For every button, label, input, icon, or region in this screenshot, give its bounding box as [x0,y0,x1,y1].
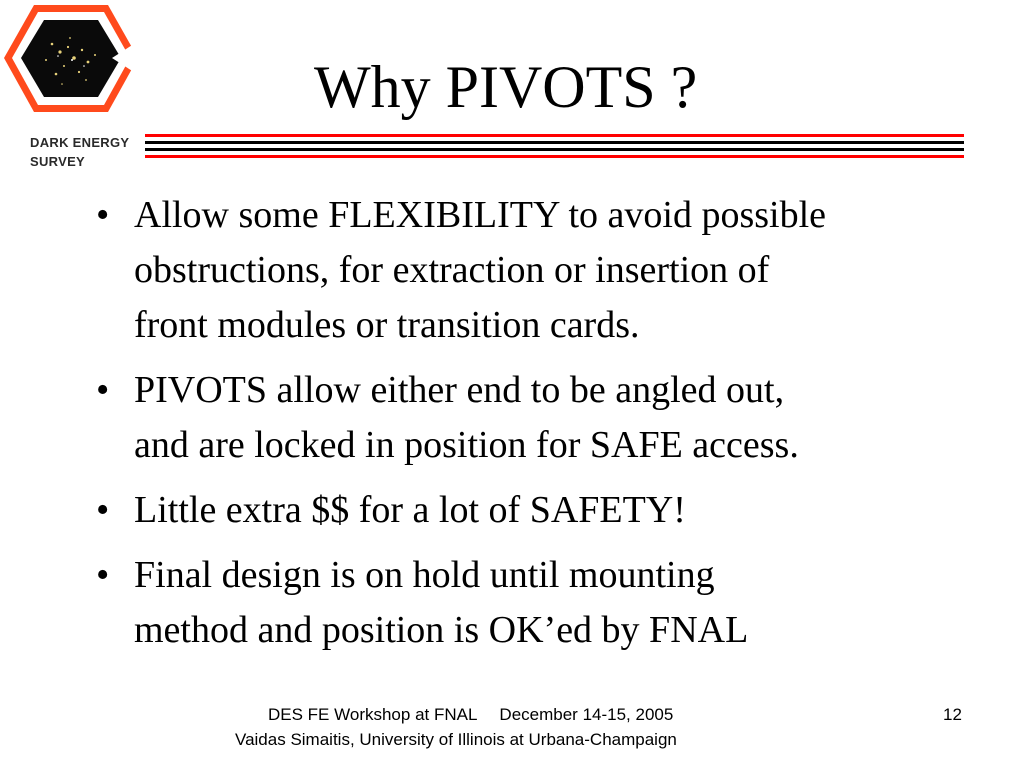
bullet-text-line: Little extra $$ for a lot of SAFETY! [134,489,686,531]
page-number: 12 [943,705,962,724]
bullet-list [96,188,976,668]
logo-line-2: SURVEY [30,154,86,169]
footer-date: December 14-15, 2005 [499,705,674,724]
bullet-item [96,188,976,353]
bullet-item [96,548,976,658]
bullet-item [96,483,976,538]
footer-author: Vaidas Simaitis, University of Illinois at Urbana-Champaign [235,730,677,749]
bullet-text-line: front modules or transition cards. [134,304,640,346]
header-rule-black-top [145,141,964,144]
bullet-text-line: Final design is on hold until mounting [134,554,715,596]
bullet-dot-icon: • [96,489,110,531]
header-rule-red-top [145,134,964,137]
bullet-text-line: and are locked in position for SAFE access. [134,424,799,466]
bullet-text-line: obstructions, for extraction or insertion of [134,249,770,291]
slide-title: Why PIVOTS ? [314,54,698,120]
footer-event: DES FE Workshop at FNAL [268,705,478,724]
des-logo-emblem [0,0,140,130]
logo-wordmark [30,133,129,171]
bullet-dot-icon: • [96,369,110,411]
bullet-item [96,363,976,473]
bullet-dot-icon: • [96,194,110,236]
logo-line-1: DARK ENERGY [30,135,130,150]
header-rule-red-bottom [145,155,964,158]
des-logo [0,0,140,175]
bullet-text-line: Allow some FLEXIBILITY to avoid possible [134,194,827,236]
footer-line-1 [268,702,673,727]
bullet-dot-icon: • [96,554,110,596]
bullet-text-line: method and position is OK’ed by FNAL [134,609,749,651]
bullet-text-line: PIVOTS allow either end to be angled out, [134,369,785,411]
header-rule-black-bottom [145,148,964,151]
